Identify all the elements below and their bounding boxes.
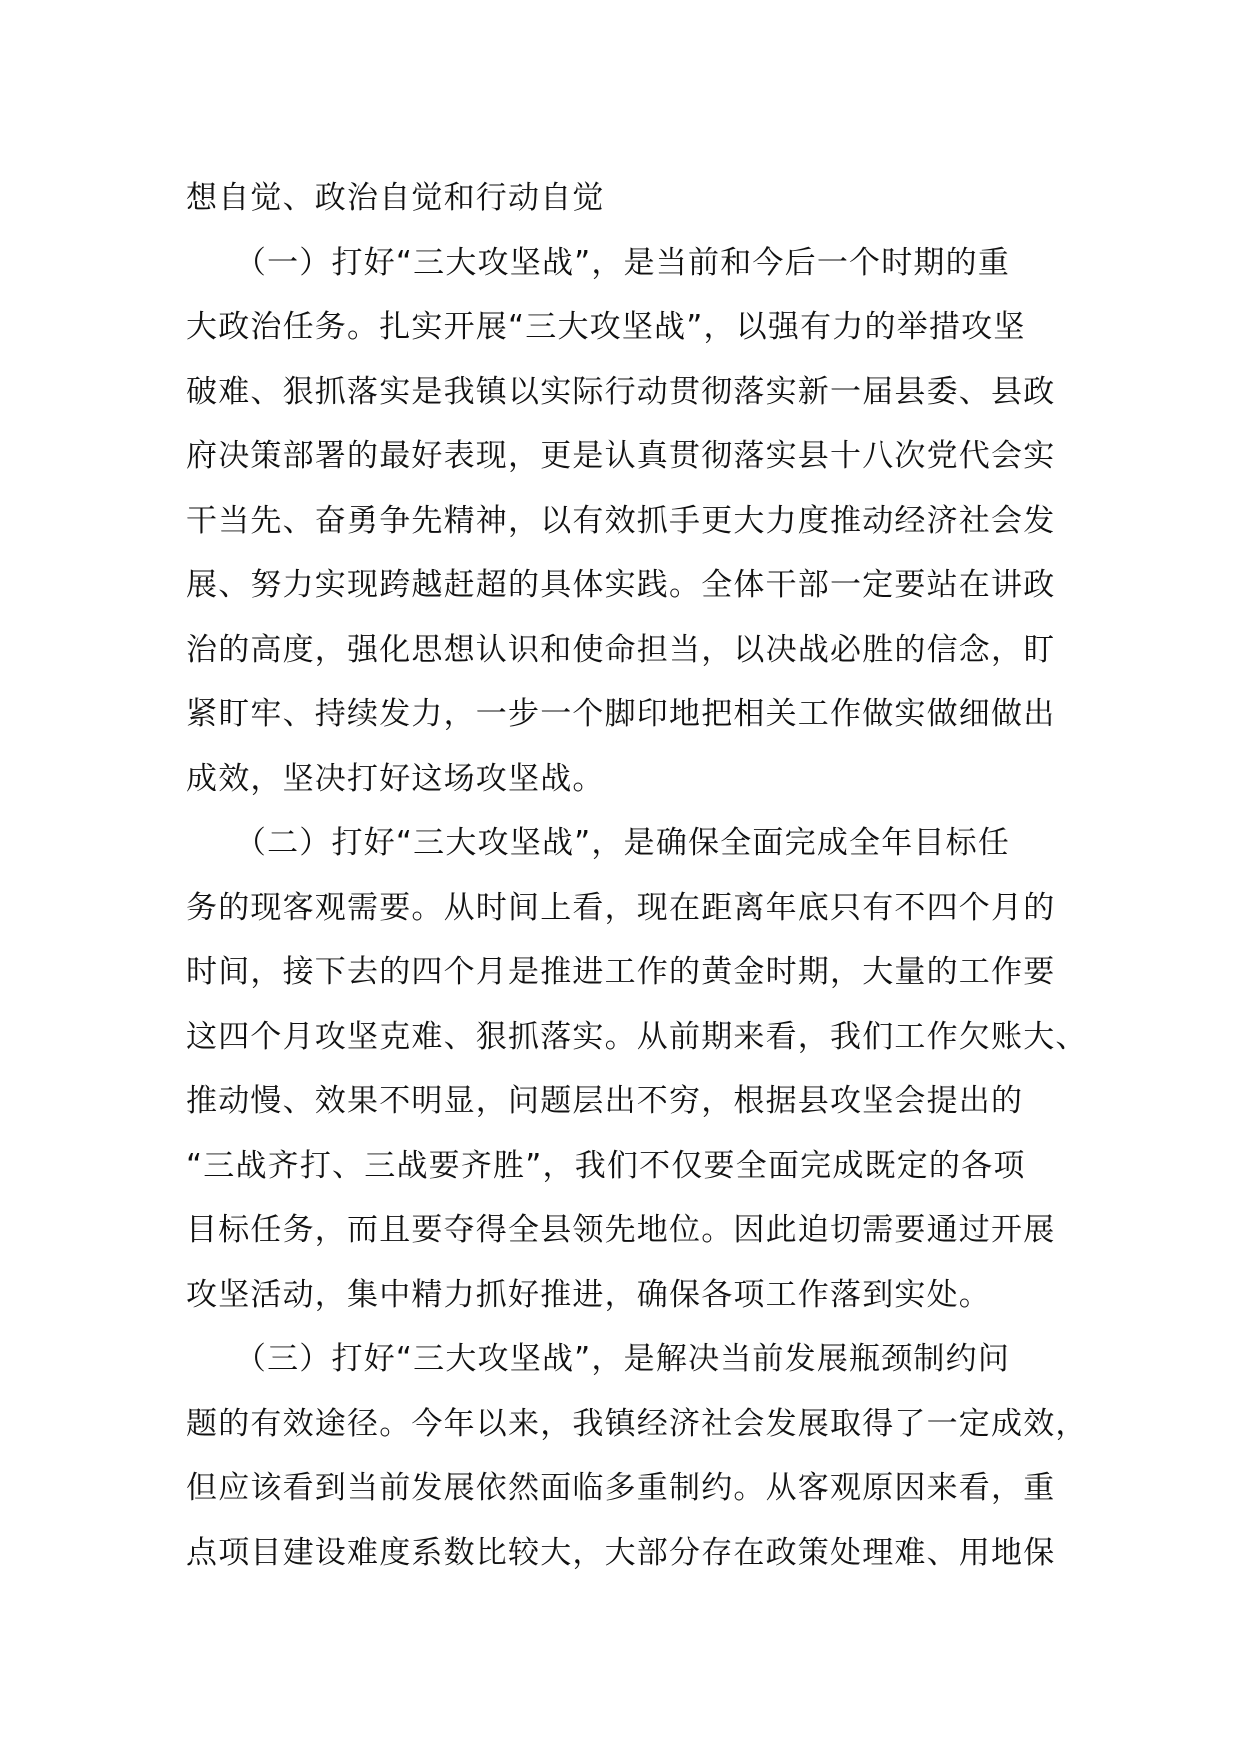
document-body (186, 166, 1086, 1585)
text-line: 想自觉、政治自觉和行动自觉 (186, 180, 605, 216)
text-line: 务的现客观需要。从时间上看，现在距离年底只有不四个月的 (186, 889, 1056, 926)
text-line: （三）打好“三大攻坚战”，是解决当前发展瓶颈制约问 (186, 1341, 1011, 1377)
text-line: 但应该看到当前发展依然面临多重制约。从客观原因来看，重 (186, 1470, 1056, 1506)
text-line: 点项目建设难度系数比较大，大部分存在政策处理难、用地保 (186, 1534, 1056, 1571)
text-line: 时间，接下去的四个月是推进工作的黄金时期，大量的工作要 (186, 954, 1056, 990)
text-line: 题的有效途径。今年以来，我镇经济社会发展取得了一定成效， (186, 1405, 1088, 1442)
text-line: （二）打好“三大攻坚战”，是确保全面完成全年目标任 (186, 825, 1011, 861)
text-line: 攻坚活动，集中精力抓好推进，确保各项工作落到实处。 (186, 1276, 991, 1313)
text-line: 府决策部署的最好表现，更是认真贯彻落实县十八次党代会实 (186, 438, 1056, 474)
text-line: （一）打好“三大攻坚战”，是当前和今后一个时期的重 (186, 244, 1011, 281)
text-line: 推动慢、效果不明显，问题层出不穷，根据县攻坚会提出的 (186, 1083, 1024, 1119)
text-line: 大政治任务。扎实开展“三大攻坚战”，以强有力的举措攻坚 (186, 309, 1026, 345)
text-line: 成效，坚决打好这场攻坚战。 (186, 760, 605, 797)
text-line: 治的高度，强化思想认识和使命担当，以决战必胜的信念，盯 (186, 631, 1056, 668)
text-line: 目标任务，而且要夺得全县领先地位。因此迫切需要通过开展 (186, 1212, 1056, 1248)
text-line: 这四个月攻坚克难、狠抓落实。从前期来看，我们工作欠账大、 (186, 1018, 1088, 1055)
text-line: “三战齐打、三战要齐胜”，我们不仅要全面完成既定的各项 (186, 1147, 1026, 1184)
text-line: 紧盯牢、持续发力，一步一个脚印地把相关工作做实做细做出 (186, 696, 1056, 732)
text-line: 干当先、奋勇争先精神，以有效抓手更大力度推动经济社会发 (186, 502, 1056, 539)
text-line: 破难、狠抓落实是我镇以实际行动贯彻落实新一届县委、县政 (186, 373, 1056, 410)
text-line: 展、努力实现跨越赶超的具体实践。全体干部一定要站在讲政 (186, 567, 1056, 603)
